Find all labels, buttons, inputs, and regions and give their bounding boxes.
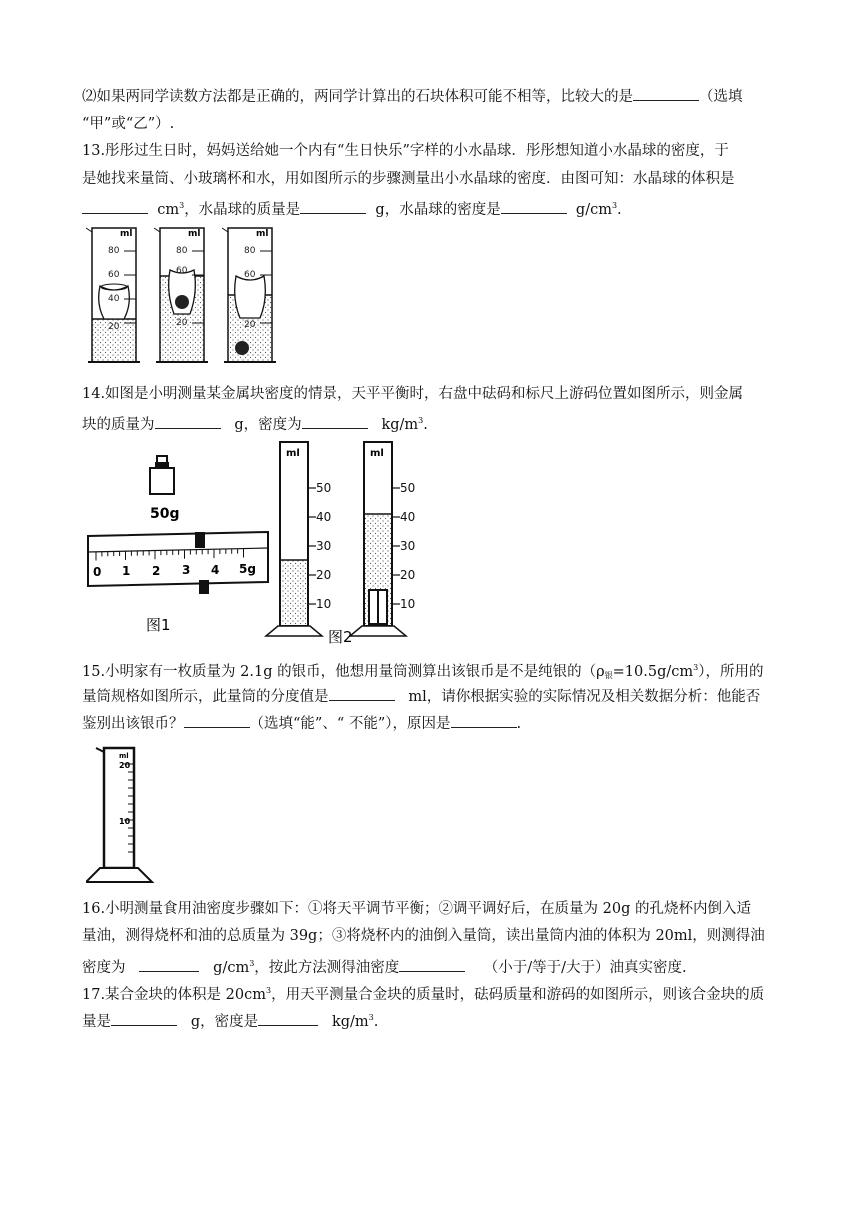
q17-text-1b: ，用天平测量合金块的质量时，砝码质量和游码的如图所示，则该合金块的质: [271, 987, 765, 1003]
sup-3e: 3: [249, 959, 255, 968]
q16-text-3d: （小于/等于/大于）油真实密度.: [483, 960, 687, 976]
q13-blank-density[interactable]: [501, 199, 567, 214]
q13-text-3a: ，水晶球的质量是: [184, 202, 301, 218]
q12-text-2: “甲”或“乙”）.: [82, 116, 175, 132]
cyl-b-20: 20: [400, 568, 416, 582]
q16-line2: [82, 926, 765, 946]
q17-line1: [82, 981, 764, 1005]
q15-line1: [82, 658, 763, 686]
q16-text-3a: 密度为: [82, 960, 126, 976]
q16-line3: [82, 954, 687, 978]
q17-end: .: [373, 1014, 379, 1030]
q15-text-1a: 15.小明家有一枚质量为 2.1g 的银币，他想用量筒测算出该银币是不是纯银的（ρ: [82, 664, 605, 680]
q15-text-3a: 鉴别出该银币？: [82, 716, 184, 732]
q12-text-b: （选填: [699, 89, 743, 105]
q17-blank-density[interactable]: [258, 1011, 318, 1026]
q16-text-2: 量油，测得烧杯和油的总质量为 39g；③将烧杯内的油倒入量筒，读出量筒内油的体积为 20ml，则测得油: [82, 928, 765, 944]
q17-blank-mass[interactable]: [111, 1011, 177, 1026]
cyl-b-unit: ml: [370, 448, 384, 459]
q13-end: .: [617, 202, 622, 218]
q13-text-3b: g，水晶球的密度是: [375, 202, 501, 218]
q16-blank-density[interactable]: [139, 957, 199, 972]
c1-tick-80: 80: [108, 246, 120, 256]
cyl-b-10: 10: [400, 597, 416, 611]
q15-line3: [82, 713, 521, 734]
c1-tick-40: 40: [108, 294, 120, 304]
q13-text-2: 是她找来量筒、小玻璃杯和水，用如图所示的步骤测量出小水晶球的密度．由图可知：水晶球的体积是: [82, 171, 735, 187]
cylinder-b: [350, 442, 406, 636]
c2-tick-20: 20: [176, 318, 188, 328]
q14-text-2b: g，密度为: [234, 417, 302, 433]
q14-blank-mass[interactable]: [155, 414, 221, 429]
c1-unit: ml: [120, 229, 133, 239]
sup-3c: 3: [418, 416, 424, 425]
cyl-a-30: 30: [316, 539, 332, 553]
q13-line1: [82, 141, 729, 161]
q16-unit: g/cm: [213, 960, 250, 976]
q14-blank-density[interactable]: [302, 414, 368, 429]
q15-line2: [82, 686, 760, 707]
q13-unit-gcm: g/cm: [575, 202, 612, 218]
weight-50g: [150, 456, 174, 494]
q14-text-1: 14.如图是小明测量某金属块密度的情景，天平平衡时，右盘中砝码和标尺上游码位置如图所示，则金属: [82, 386, 744, 402]
q13-line3: [82, 196, 622, 220]
scale-4: 4: [211, 563, 220, 577]
cyl-a-unit: ml: [286, 448, 300, 459]
c1-tick-20: 20: [108, 322, 120, 332]
c2-tick-60: 60: [176, 266, 188, 276]
q15-tick-20: 20: [119, 761, 131, 770]
q15-blank-can[interactable]: [184, 713, 250, 728]
q15-blank-reason[interactable]: [451, 713, 517, 728]
scale-2: 2: [152, 564, 161, 578]
q12-text: ⑵如果两同学读数方法都是正确的，两同学计算出的石块体积可能不相等，比较大的是: [82, 89, 633, 105]
q14-line1: [82, 384, 743, 404]
scale-5: 5g: [239, 562, 256, 576]
c2-tick-80: 80: [176, 246, 188, 256]
q13-blank-mass[interactable]: [300, 199, 366, 214]
c3-tick-80: 80: [244, 246, 256, 256]
q15-text-1b: =10.5g/cm: [612, 664, 694, 680]
cyl-a-50: 50: [316, 481, 332, 495]
q15-text-1c: ），所用的: [698, 664, 764, 680]
q17-text-2a: 量是: [82, 1014, 111, 1030]
q13-text-1: 13.彤彤过生日时，妈妈送给她一个内有“生日快乐”字样的小水晶球．彤彤想知道小水晶球的密度，于: [82, 143, 729, 159]
q15-text-3b: （选填“能”、“ 不能”），原因是: [249, 716, 451, 732]
q17-line2: [82, 1008, 378, 1032]
c3-tick-60: 60: [244, 270, 256, 280]
cyl-a-40: 40: [316, 510, 332, 524]
cyl-a-20: 20: [316, 568, 332, 582]
q13-line2: [82, 169, 735, 189]
q16-blank-compare[interactable]: [399, 957, 465, 972]
c3-unit: ml: [256, 229, 269, 239]
q15-tick-10: 10: [119, 817, 131, 826]
cyl-b-50: 50: [400, 481, 416, 495]
q16-text-3c: ，按此方法测得油密度: [254, 960, 400, 976]
weight-label: 50g: [150, 506, 180, 522]
q16-line1: [82, 899, 751, 919]
q15-text-2b: ml，请你根据实验的实际情况及相关数据分析：他能否: [408, 689, 761, 705]
q15-cylinder-figure: [86, 744, 156, 886]
q14-line2: [82, 411, 428, 435]
q13-blank-volume[interactable]: [82, 199, 148, 214]
q13-unit-cm: cm: [157, 202, 180, 218]
c3-tick-20: 20: [244, 320, 256, 330]
sup-3d: 3: [693, 663, 699, 672]
q15-blank-division[interactable]: [329, 686, 395, 701]
sup-3g: 3: [368, 1013, 374, 1022]
q17-text-1a: 17.某合金块的体积是 20cm: [82, 987, 266, 1003]
q12-line1: [82, 86, 743, 107]
q15-sub: 银: [604, 671, 613, 680]
sup-3: 3: [179, 201, 185, 210]
fig1-caption: 图1: [146, 616, 171, 634]
q13-figure-cylinders: [82, 224, 282, 369]
cylinder-a: [266, 442, 322, 636]
q17-unit: kg/m: [331, 1014, 369, 1030]
q14-end: .: [423, 417, 428, 433]
c2-unit: ml: [188, 229, 201, 239]
sup-3b: 3: [611, 201, 618, 210]
scale-0: 0: [93, 565, 102, 579]
q16-text-1: 16.小明测量食用油密度步骤如下：①将天平调节平衡；②调平调好后，在质量为 20g 的孔烧杯内倒入适: [82, 901, 752, 917]
q12-line2: [82, 114, 174, 134]
cyl-a-10: 10: [316, 597, 332, 611]
q14-figure: [82, 440, 422, 645]
q15-end: .: [516, 716, 522, 732]
q15-text-2a: 量筒规格如图所示，此量筒的分度值是: [82, 689, 329, 705]
cyl-b-30: 30: [400, 539, 416, 553]
c1-tick-60: 60: [108, 270, 120, 280]
q14-unit: kg/m: [381, 417, 419, 433]
scale-1: 1: [122, 564, 131, 578]
q15-cyl-unit: ml: [119, 752, 129, 760]
cyl-b-40: 40: [400, 510, 416, 524]
sup-3f: 3: [266, 986, 272, 995]
fig2-caption: 图2: [328, 628, 353, 645]
q14-text-2a: 块的质量为: [82, 417, 155, 433]
q12-blank[interactable]: [633, 86, 699, 101]
q17-text-2b: g，密度是: [190, 1014, 259, 1030]
scale-3: 3: [182, 563, 191, 577]
